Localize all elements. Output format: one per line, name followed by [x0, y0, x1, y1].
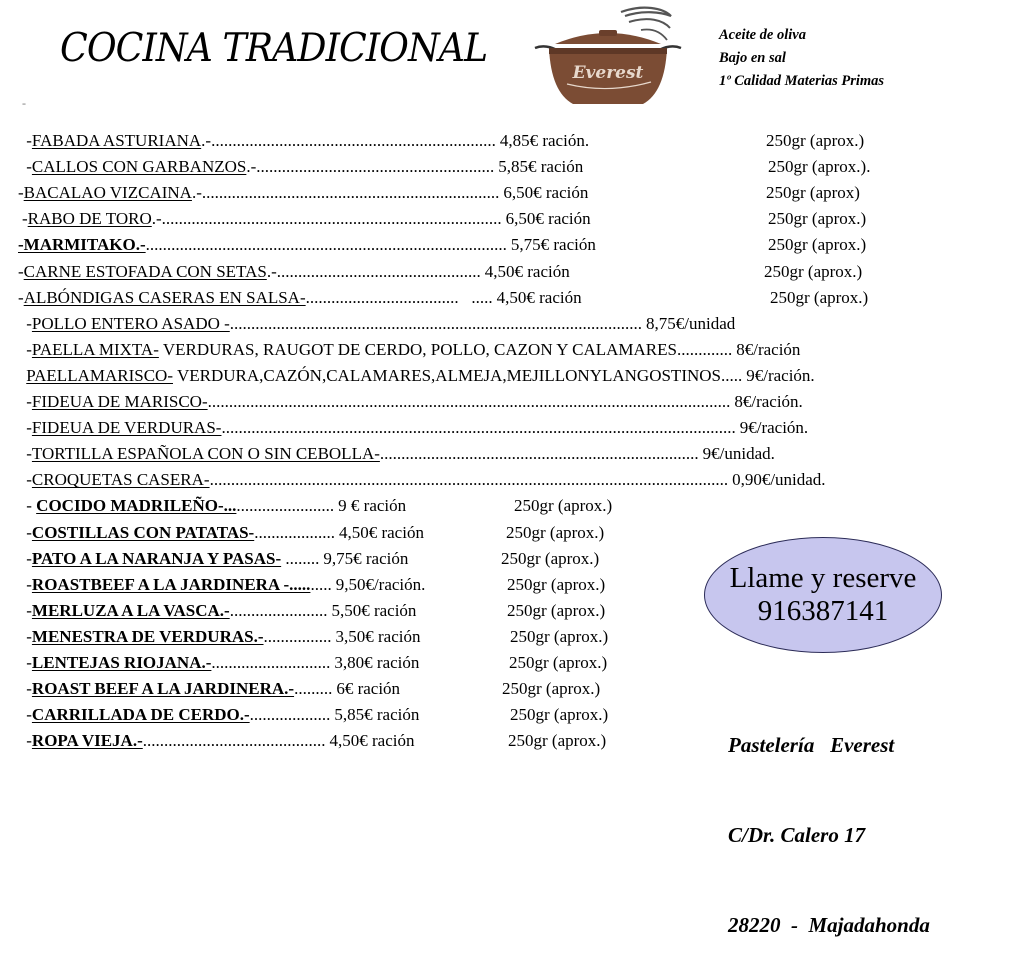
menu-item-leader: ................ [263, 626, 332, 646]
menu-item [22, 650, 608, 676]
menu-item-leader: ............................ [211, 653, 331, 672]
menu-item-weight: 250gr (aprox.) [770, 287, 869, 307]
menu-item [18, 180, 860, 206]
menu-item [22, 676, 601, 702]
menu-item-weight: 250gr (aprox.) [507, 600, 606, 620]
menu-item-name: LENTEJAS RIOJANA.- [31, 653, 212, 672]
menu-item-prefix: - [22, 731, 32, 751]
menu-item-price: 9,75€ ración [323, 548, 409, 568]
menu-item-leader: .-................................................................................ [151, 209, 502, 229]
menu-item-leader: ........ [281, 548, 320, 568]
menu-item-price: 5,50€ ración [331, 600, 417, 620]
features-list [719, 24, 884, 93]
logo-text: Everest [572, 63, 644, 83]
menu-item-weight: 250gr (aprox.) [502, 679, 601, 699]
menu-item-price: 6,50€ ración [503, 183, 589, 203]
menu-item [18, 232, 867, 258]
menu-item-prefix: - [22, 157, 32, 177]
reserve-phone: 916387141 [757, 595, 889, 627]
menu-item-prefix: - [18, 287, 24, 307]
menu-item-price: 8€/ración [736, 339, 801, 359]
menu-item-name: COSTILLAS CON PATATAS- [31, 522, 255, 542]
menu-item-leader: .................................... ..... [305, 287, 493, 307]
menu-item-name: RABO DE TORO [27, 209, 152, 229]
menu-item-prefix: - [18, 183, 24, 203]
menu-item-leader: ................... [254, 522, 335, 542]
menu-item-name: COCIDO MADRILEÑO-... [36, 496, 237, 516]
menu-item-weight: 250gr (aprox.) [764, 261, 863, 281]
menu-item-prefix: - [22, 522, 32, 542]
menu-item-description: VERDURAS, RAUGOT DE CERDO, POLLO, CAZON Y CALAMARES [162, 339, 677, 359]
menu-item-leader: ........................................... [142, 731, 326, 751]
menu-item [22, 728, 607, 754]
menu-item-price: 9,50€/ración. [335, 574, 426, 594]
steam-icon [621, 8, 671, 16]
menu-item-weight: 250gr (aprox.) [508, 731, 607, 751]
menu-item-weight: 250gr (aprox.). [768, 157, 871, 177]
menu-item-leader: ....................... [236, 496, 335, 516]
address-line: C/Dr. Calero 17 [728, 823, 866, 847]
menu-item [22, 363, 815, 389]
menu-item [22, 311, 735, 337]
menu-item-leader: ..... [310, 574, 332, 594]
menu-item-price: 8€/ración. [734, 392, 803, 411]
menu-item-price: 9€/unidad. [702, 444, 775, 464]
menu-item-price: 5,85€ ración [498, 157, 584, 177]
menu-item-leader: ......................................................................................................................... [221, 418, 736, 438]
page-title: COCINA TRADICIONAL [60, 26, 488, 71]
menu-item-price: 5,75€ ración [510, 235, 596, 255]
menu-item-name: PAELLAMARISCO- [26, 365, 173, 385]
menu-item-name: ROAST BEEF A LA JARDINERA.- [31, 679, 295, 699]
menu-item-price: 5,85€ ración [334, 705, 420, 725]
menu-item-name: ROPA VIEJA.- [31, 731, 143, 751]
menu-item [22, 337, 800, 363]
menu-item-description: VERDURA,CAZÓN,CALAMARES,ALMEJA,MEJILLONYLANGOSTINOS [176, 365, 721, 385]
menu-item-price: 4,50€ ración [496, 287, 582, 307]
reserve-bubble [704, 537, 942, 653]
menu-item [22, 598, 606, 624]
menu-item-weight: 250gr (aprox.) [510, 705, 609, 725]
menu-item-weight: 250gr (aprox.) [507, 574, 606, 594]
menu-item-price: 6€ ración [336, 679, 401, 699]
menu-item [22, 154, 871, 180]
menu-item-prefix: - [22, 574, 32, 594]
menu-item-prefix: - [22, 600, 32, 620]
menu-item-prefix: - [22, 131, 32, 150]
menu-item-name: TORTILLA ESPAÑOLA CON O SIN CEBOLLA- [31, 444, 380, 464]
menu-item-name: FABADA ASTURIANA [31, 131, 202, 150]
menu-item-name: PAELLA MIXTA- [31, 339, 159, 359]
menu-item [22, 702, 609, 728]
menu-item-price: 3,50€ ración [335, 626, 421, 646]
menu-item-price: 9€/ración. [739, 418, 809, 438]
menu-item-leader: ................................................................................................. [229, 313, 643, 333]
reserve-label: Llame y reserve [729, 562, 917, 594]
menu-item-prefix: - [22, 392, 32, 411]
menu-item-prefix: - [22, 470, 32, 490]
menu-item [22, 624, 609, 650]
menu-item-name: CARNE ESTOFADA CON SETAS [23, 261, 267, 281]
menu-item-prefix: - [22, 444, 32, 464]
menu-item-leader: ......... [294, 679, 333, 699]
menu-item-weight: 250gr (aprox.) [768, 235, 867, 255]
menu-item-weight: 250gr (aprox.) [501, 548, 600, 568]
menu-item-name: CALLOS CON GARBANZOS [31, 157, 247, 177]
menu-item-name: BACALAO VIZCAINA [23, 183, 192, 203]
menu-item-prefix: - [18, 261, 24, 281]
menu-item-leader: .-........................................................ [246, 157, 495, 177]
cooking-pot-logo [533, 4, 683, 108]
menu-item-name: PATO A LA NARANJA Y PASAS- [31, 548, 282, 568]
menu-item-name: CROQUETAS CASERA- [31, 470, 210, 490]
menu-item-price: 9€/ración. [746, 365, 815, 385]
menu-item-weight: 250gr (aprox.) [514, 496, 613, 516]
menu-item-name: MERLUZA A LA VASCA.- [31, 600, 230, 620]
menu-item-name: ALBÓNDIGAS CASERAS EN SALSA- [23, 287, 306, 307]
menu-item-prefix: - [22, 209, 28, 229]
menu-item-leader: .-................................................................... [201, 131, 496, 150]
menu-item-weight: 250gr (aprox.) [768, 209, 867, 229]
menu-item [22, 572, 606, 598]
menu-item-name: CARRILLADA DE CERDO.- [31, 705, 250, 725]
menu-item-weight: 250gr (aprox) [766, 183, 860, 203]
menu-item-leader: ..... [720, 365, 743, 385]
menu-item-name: ROASTBEEF A LA JARDINERA -..... [31, 574, 311, 594]
address-line: 28220 - Majadahonda [728, 913, 930, 937]
menu-item-leader: ........................................................................... [379, 444, 699, 464]
menu-item-leader: ..................................................................................... [145, 235, 507, 255]
menu-item-name: FIDEUA DE VERDURAS- [31, 418, 222, 438]
menu-item [22, 206, 867, 232]
menu-item [18, 285, 869, 311]
stray-mark: - [22, 96, 26, 110]
menu-item [22, 493, 613, 519]
menu-item-weight: 250gr (aprox.) [506, 522, 605, 542]
menu-item [22, 546, 600, 572]
menu-item [22, 128, 865, 154]
menu-item-prefix: - [22, 418, 32, 438]
menu-item-name: -MARMITAKO.- [18, 235, 146, 255]
menu-item [18, 259, 863, 285]
menu-item-prefix: - [22, 548, 32, 568]
menu-item-prefix: - [22, 313, 32, 333]
address-line: Pastelería Everest [728, 733, 895, 757]
menu-item-prefix: - [22, 626, 32, 646]
menu-item-price: 4,85€ ración. [499, 131, 590, 150]
menu-item-prefix: - [22, 653, 32, 672]
menu-item-leader: ................... [249, 705, 331, 725]
menu-item-price: 0,90€/unidad. [732, 470, 826, 490]
menu-item-prefix: - [22, 339, 32, 359]
menu-item-price: 4,50€ ración [338, 522, 424, 542]
menu-item-price: 4,50€ ración [329, 731, 415, 751]
menu-item-price: 9 € ración [338, 496, 407, 516]
menu-item [22, 467, 826, 493]
menu-item-prefix: - [22, 496, 37, 516]
menu-item-name: POLLO ENTERO ASADO - [31, 313, 230, 333]
menu-item-weight: 250gr (aprox.) [509, 653, 608, 672]
menu-item-leader: .......................................................................................................................... [209, 470, 729, 490]
menu-item-weight: 250gr (aprox.) [510, 626, 609, 646]
menu-item-price: 8,75€/unidad [646, 313, 736, 333]
menu-item-leader: ....................... [229, 600, 328, 620]
feature-item: Bajo en sal [719, 50, 786, 66]
menu-item-leader: ............. [676, 339, 733, 359]
feature-item: 1º Calidad Materias Primas [719, 73, 885, 89]
menu-item-price: 6,50€ ración [505, 209, 591, 229]
menu-item-price: 3,80€ ración [334, 653, 420, 672]
menu-item-weight: 250gr (aprox.) [766, 131, 865, 150]
feature-item: Aceite de oliva [719, 27, 806, 43]
menu-item-leader: .-...................................................................... [191, 183, 500, 203]
menu-item-price: 4,50€ ración [484, 261, 570, 281]
menu-item-name: FIDEUA DE MARISCO- [31, 392, 208, 411]
menu-item-name: MENESTRA DE VERDURAS.- [31, 626, 264, 646]
menu-item-leader: .-................................................ [266, 261, 481, 281]
menu-item-leader: ........................................................................................................................... [207, 392, 731, 411]
menu-item [22, 415, 808, 441]
menu-item [22, 441, 775, 467]
menu-item-prefix: - [22, 679, 32, 699]
menu-item-prefix: - [22, 705, 32, 725]
address-block [728, 670, 930, 970]
menu-item [22, 520, 605, 546]
menu-item [22, 389, 803, 415]
